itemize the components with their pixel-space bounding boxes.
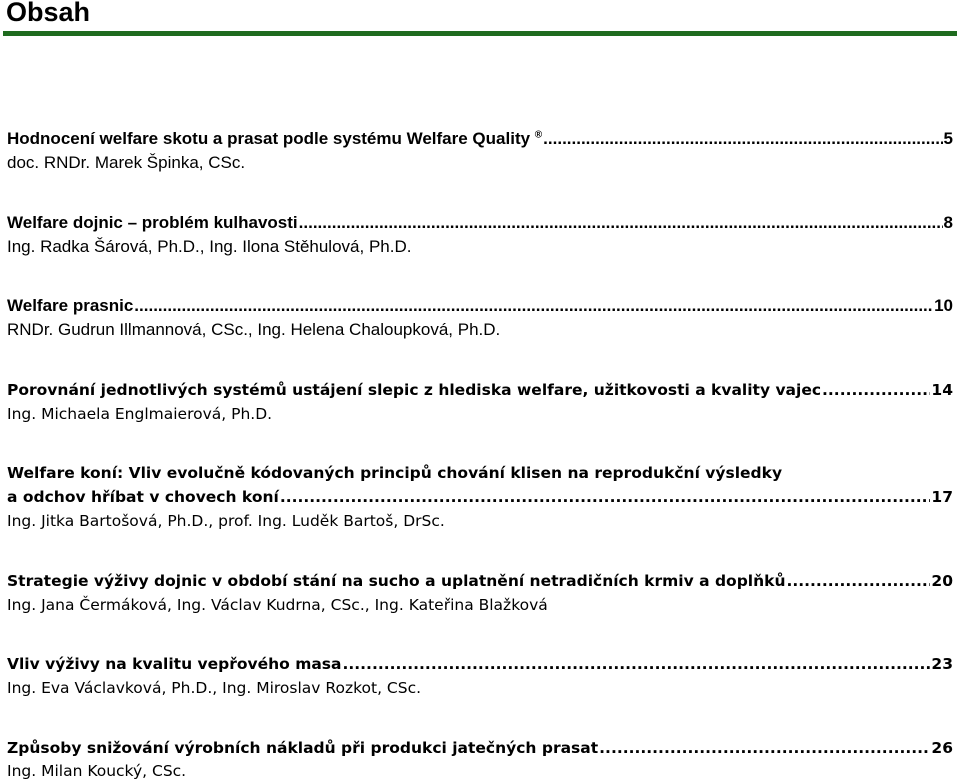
toc-entry-authors: RNDr. Gudrun Illmannová, CSc., Ing. Helena Chaloupková, Ph.D.: [7, 320, 501, 339]
toc-entry-authors: Ing. Milan Koucký, CSc.: [7, 762, 187, 780]
toc-entry-page: 26: [931, 739, 953, 757]
dot-leader: [299, 212, 943, 234]
toc-entry-8[interactable]: [7, 737, 953, 759]
toc-entry-4[interactable]: [7, 379, 953, 401]
toc-entry-title: Způsoby snižování výrobních nákladů při produkci jatečných prasat: [7, 739, 599, 757]
toc-entry-6[interactable]: [7, 570, 953, 592]
toc-entry-title: Vliv výživy na kvalitu vepřového masa: [7, 655, 342, 673]
toc-entry-title: Welfare dojnic – problém kulhavosti: [7, 213, 298, 232]
toc-entry-7[interactable]: [7, 653, 953, 675]
toc-entry-3[interactable]: [7, 295, 953, 317]
toc-entry-page: 23: [931, 655, 953, 673]
toc-entry-title: a odchov hříbat v chovech koní: [7, 488, 279, 506]
dot-leader: [786, 570, 930, 592]
toc-entry-1[interactable]: [7, 128, 953, 150]
dot-leader: [134, 295, 933, 317]
toc-entry-authors: Ing. Jitka Bartošová, Ph.D., prof. Ing. Luděk Bartoš, DrSc.: [7, 512, 445, 530]
dot-leader: [543, 128, 942, 150]
toc-entry-authors: doc. RNDr. Marek Špinka, CSc.: [7, 153, 246, 172]
dot-leader: [343, 653, 931, 675]
toc-entry-page: 8: [943, 213, 953, 232]
dot-leader: [599, 737, 930, 759]
toc-entry-authors: Ing. Michaela Englmaierová, Ph.D.: [7, 405, 273, 423]
page-title: Obsah: [6, 0, 91, 27]
toc-entry-5[interactable]: [7, 486, 953, 508]
toc-entry-title: Strategie výživy dojnic v období stání na sucho a uplatnění netradičních krmiv a doplňků: [7, 572, 786, 590]
toc-entry-2[interactable]: [7, 212, 953, 234]
toc-entry-title: Welfare prasnic: [7, 296, 134, 315]
dot-leader: [822, 379, 930, 401]
toc-entry-page: 17: [931, 488, 953, 506]
toc-entry-title: Porovnání jednotlivých systémů ustájení slepic z hlediska welfare, užitkovosti a kvality vajec: [7, 381, 822, 399]
toc-entry-authors: Ing. Jana Čermáková, Ing. Václav Kudrna, CSc., Ing. Kateřina Blažková: [7, 596, 548, 614]
toc-entry-title: Hodnocení welfare skotu a prasat podle systému Welfare Quality ®: [7, 129, 543, 148]
dot-leader: [280, 486, 931, 508]
toc-entry-page: 20: [931, 572, 953, 590]
toc-entry-page: 5: [943, 129, 953, 148]
toc-entry-authors: Ing. Eva Václavková, Ph.D., Ing. Miroslav Rozkot, CSc.: [7, 679, 422, 697]
title-underline: [3, 31, 957, 36]
toc-entry-title-line1[interactable]: Welfare koní: Vliv evolučně kódovaných principů chování klisen na reprodukční výsledky: [7, 464, 783, 482]
toc-entry-authors: Ing. Radka Šárová, Ph.D., Ing. Ilona Stěhulová, Ph.D.: [7, 237, 412, 256]
toc-entry-page: 10: [934, 296, 953, 315]
registered-mark: ®: [534, 129, 543, 141]
toc-entry-page: 14: [931, 381, 953, 399]
